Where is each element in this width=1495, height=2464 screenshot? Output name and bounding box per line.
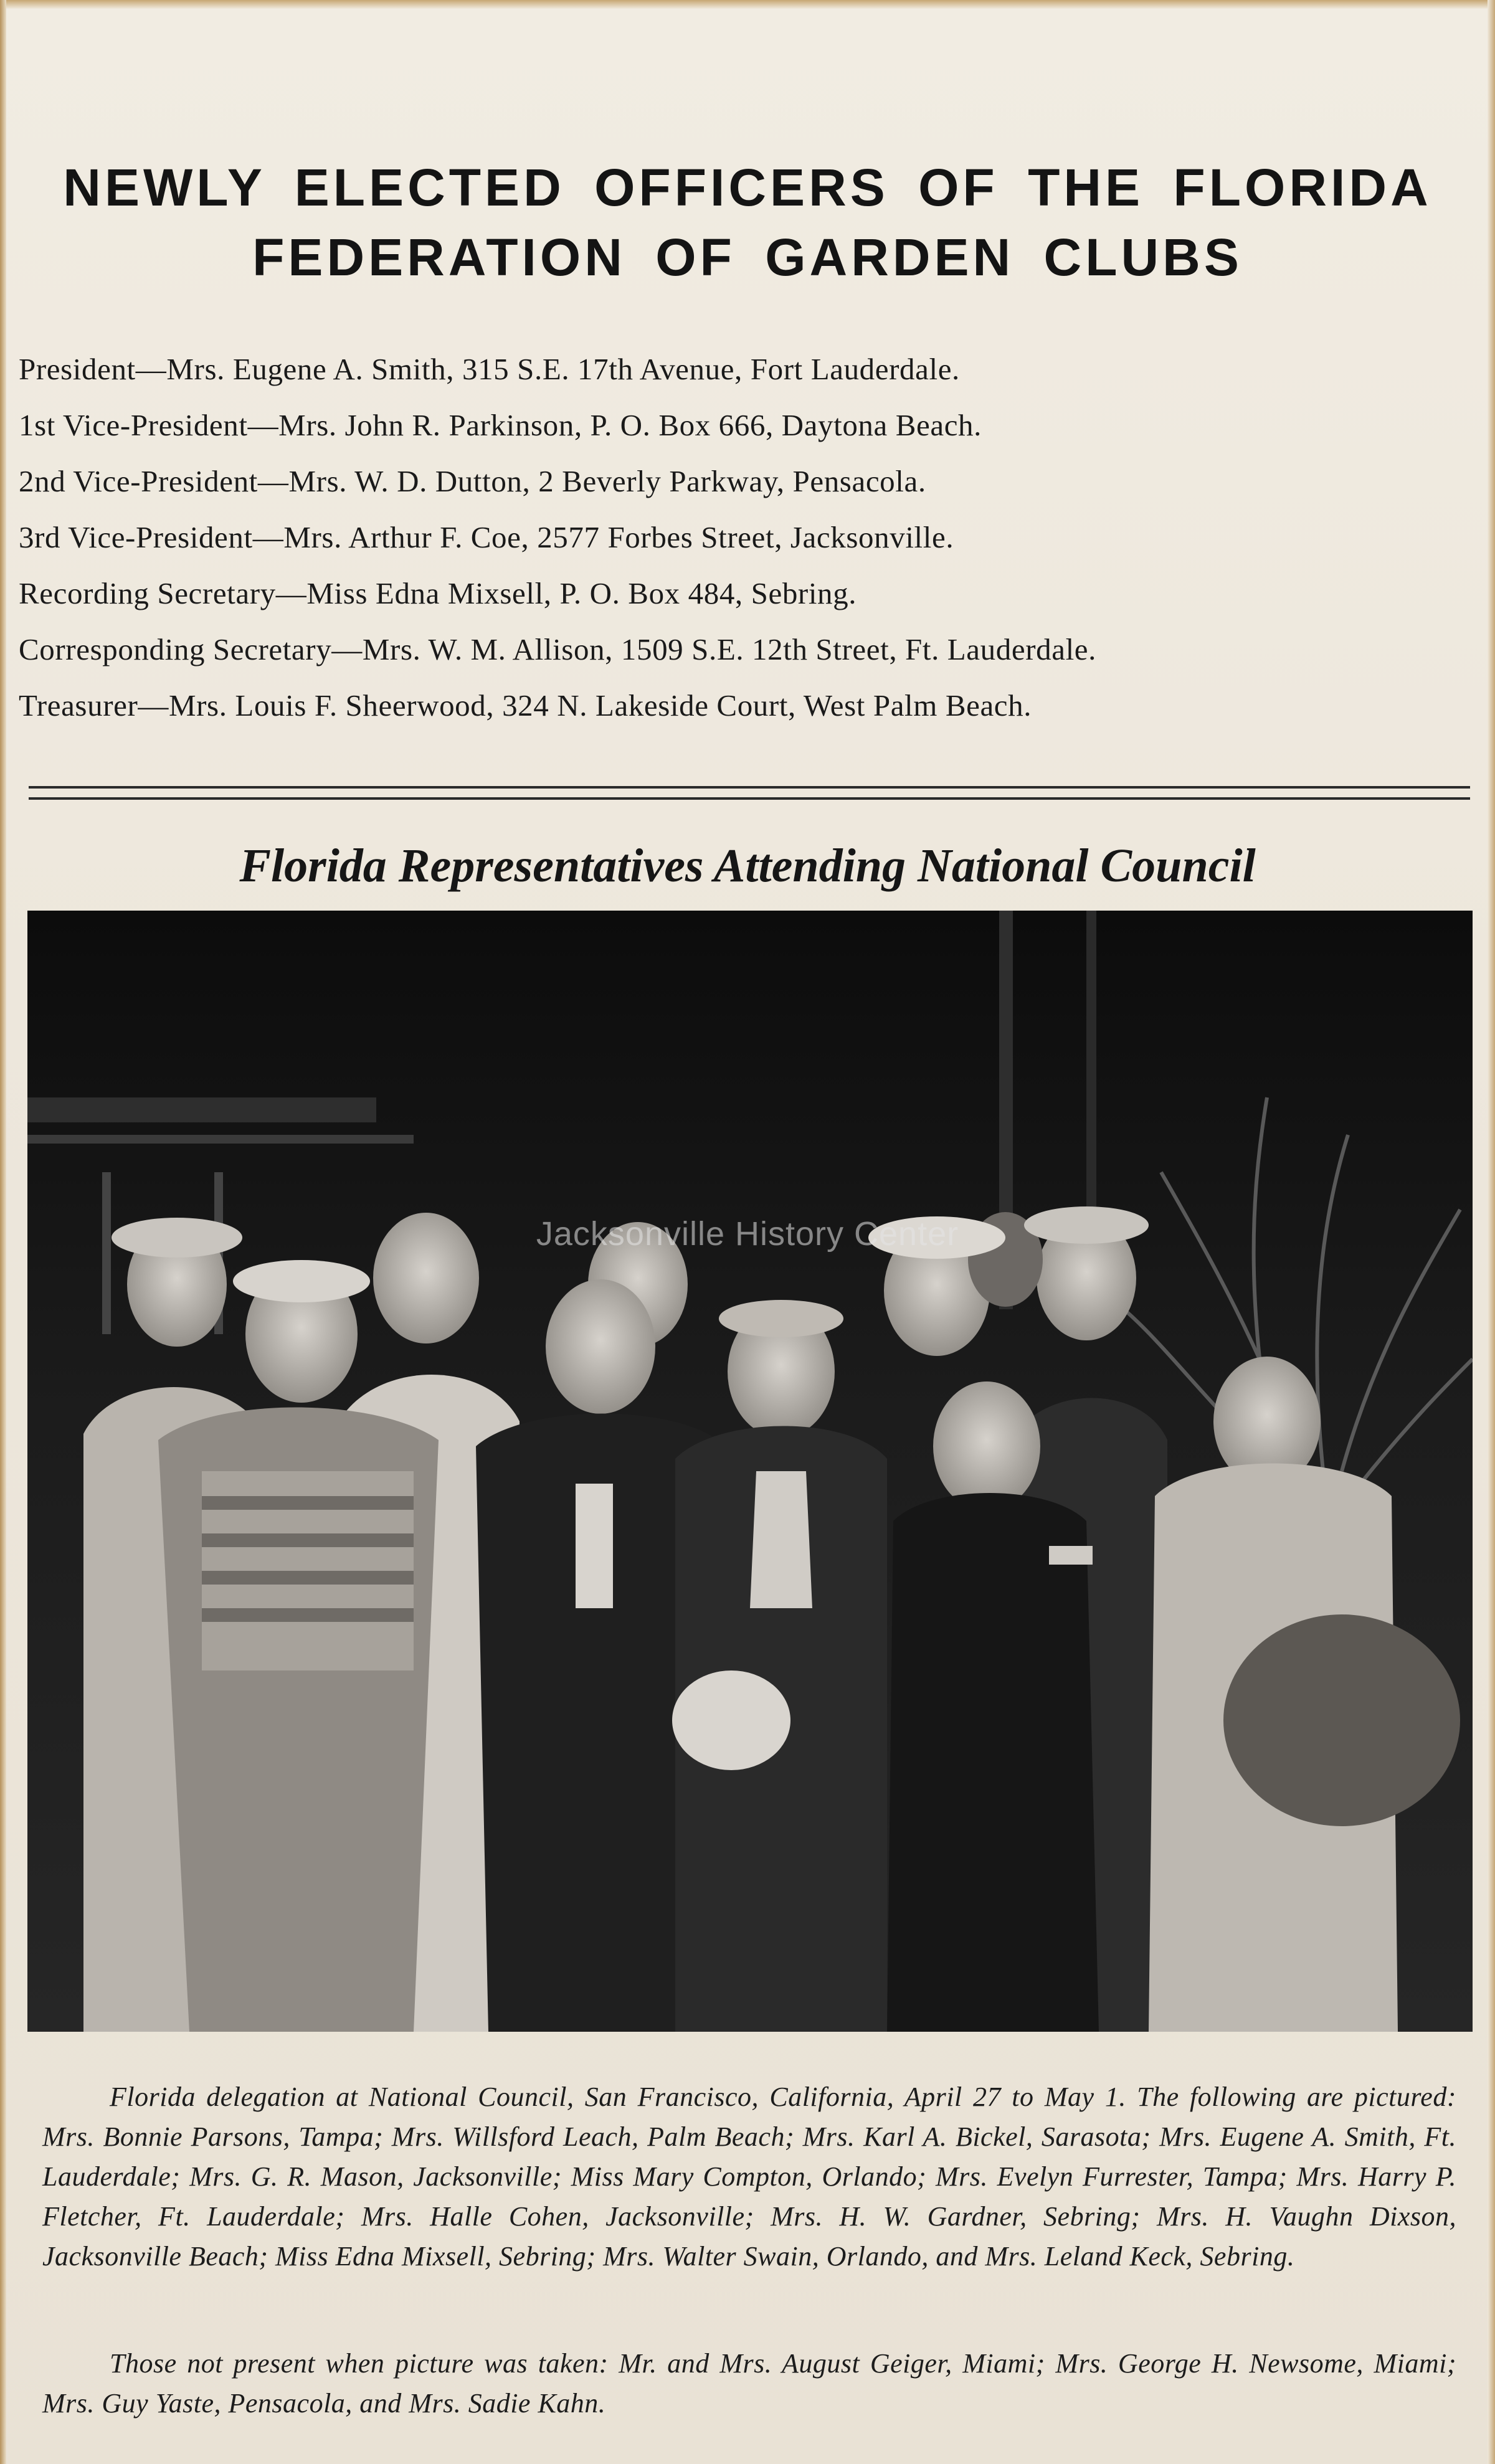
photo-caption-absent: Those not present when picture was taken: Mr. and Mrs. August Geiger, Miami; Mrs. George H. Newsome, Miami; Mrs. Guy Yaste, Pensacola, and Mrs. Sadie Kahn. (42, 2348, 1456, 2419)
officer-corresponding-secretary: Corresponding Secretary—Mrs. W. M. Allison, 1509 S.E. 12th Street, Ft. Lauderdale. (19, 632, 1096, 666)
officer-president: President—Mrs. Eugene A. Smith, 315 S.E. 17th Avenue, Fort Lauderdale. (19, 352, 960, 386)
group-photo (27, 911, 1473, 2032)
headline (37, 153, 1458, 292)
divider-rule-bottom (29, 797, 1470, 800)
officer-recording-secretary: Recording Secretary—Miss Edna Mixsell, P. O. Box 484, Sebring. (19, 576, 857, 610)
headline-line-1: NEWLY ELECTED OFFICERS OF THE FLORIDA (63, 158, 1432, 217)
group-photo-illustration (27, 911, 1473, 2032)
photo-watermark: Jacksonville History Center (536, 1215, 959, 1253)
subheadline: Florida Representatives Attending National Council (239, 840, 1256, 892)
paper-edge-right (1488, 0, 1495, 2464)
officer-1st-vice-president: 1st Vice-President—Mrs. John R. Parkinson, P. O. Box 666, Daytona Beach. (19, 408, 982, 442)
headline-line-2: FEDERATION OF GARDEN CLUBS (252, 228, 1243, 287)
officer-treasurer: Treasurer—Mrs. Louis F. Sheerwood, 324 N. Lakeside Court, West Palm Beach. (19, 688, 1032, 723)
divider-rule-top (29, 786, 1470, 789)
officer-3rd-vice-president: 3rd Vice-President—Mrs. Arthur F. Coe, 2577 Forbes Street, Jacksonville. (19, 520, 954, 554)
officers-list (19, 341, 1476, 734)
officer-2nd-vice-president: 2nd Vice-President—Mrs. W. D. Dutton, 2 Beverly Parkway, Pensacola. (19, 464, 926, 498)
paper-edge-top (0, 0, 1495, 9)
paper-edge-left (0, 0, 6, 2464)
photo-caption-pictured: Florida delegation at National Council, San Francisco, California, April 27 to May 1. The following are pictured: Mrs. Bonnie Parsons, Tampa; Mrs. Willsford Leach, Palm Beach; Mrs. Karl A. Bickel, Sarasota; Mrs. Eugene A. Smith, Ft. Lauderdale; Mrs. G. R. Mason, Jacksonville; Miss Mary Compton, Orlando; Mrs. Evelyn Furrester, Tampa; Mrs. Harry P. Fletcher, Ft. Lauderdale; Mrs. Halle Cohen, Jacksonville; Mrs. H. W. Gardner, Sebring; Mrs. H. Vaughn Dixson, Jacksonville Beach; Miss Edna Mixsell, Sebring; Mrs. Walter Swain, Orlando, and Mrs. Leland Keck, Sebring. (42, 2082, 1456, 2272)
